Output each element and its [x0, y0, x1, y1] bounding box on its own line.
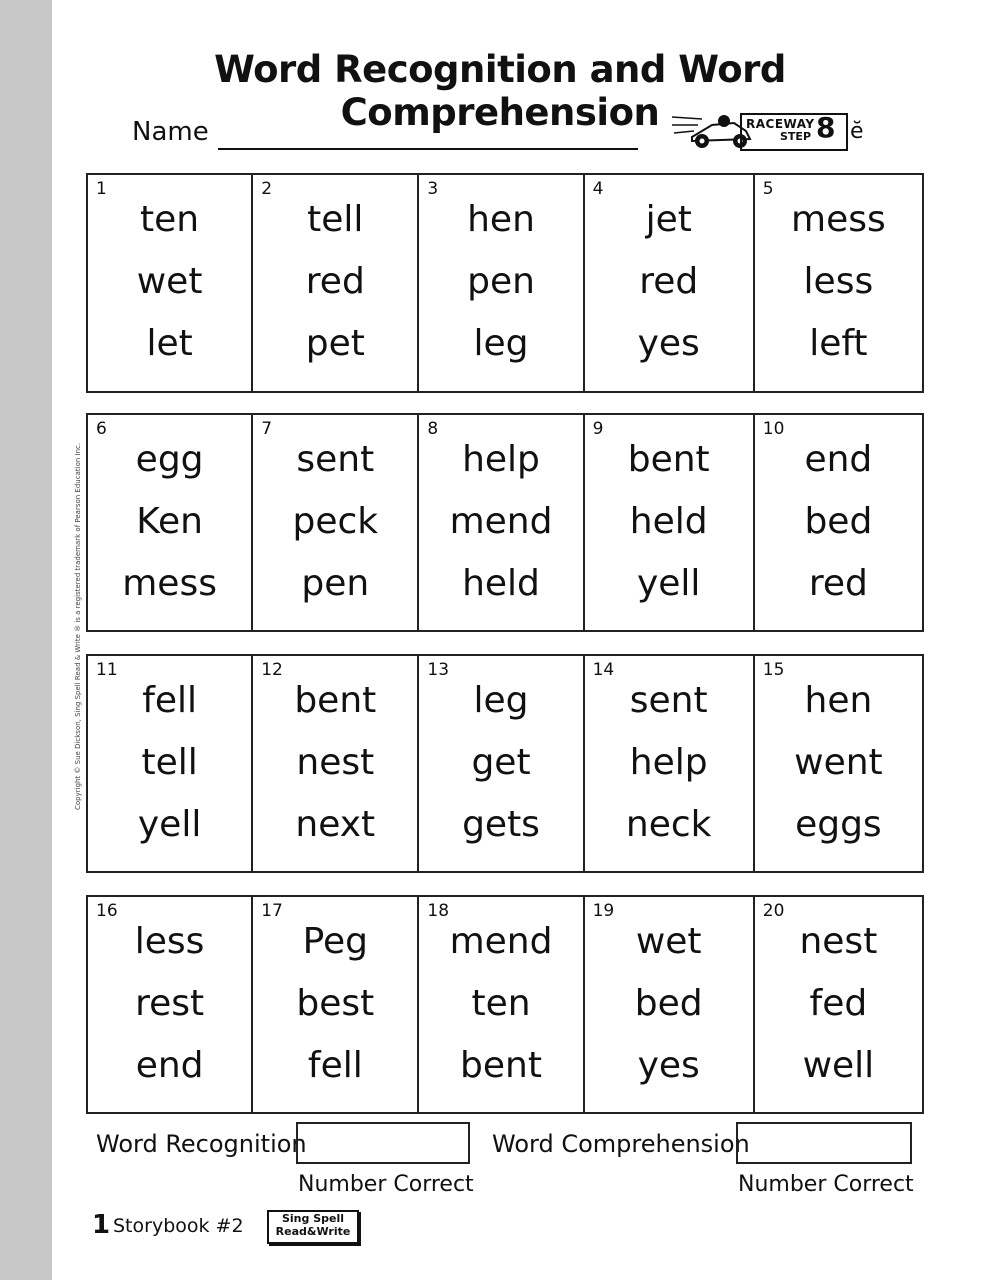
item-number: 11: [96, 660, 118, 680]
item-number: 19: [592, 901, 615, 921]
word-cell: [755, 897, 922, 1112]
item-number: 5: [762, 179, 774, 199]
name-line: [218, 148, 638, 150]
word: held: [462, 563, 540, 604]
comprehension-number-correct: Number Correct: [738, 1172, 914, 1197]
word-group: [86, 413, 924, 632]
word-recognition-label: Word Recognition: [96, 1130, 307, 1158]
word: nest: [296, 742, 375, 783]
word: bent: [460, 1045, 542, 1086]
word-cell: [88, 175, 253, 391]
word-cell: [755, 415, 922, 630]
word: went: [794, 742, 883, 783]
word: gets: [462, 804, 540, 845]
item-number: 1: [96, 179, 107, 199]
word: bed: [634, 983, 703, 1024]
word: next: [295, 804, 376, 845]
word: yes: [637, 1045, 700, 1086]
word: sent: [296, 439, 375, 480]
word: eggs: [795, 804, 882, 845]
word: ten: [140, 199, 200, 240]
word: leg: [473, 680, 529, 721]
word: yes: [637, 323, 700, 364]
word-group: [86, 895, 924, 1114]
word: red: [639, 261, 699, 302]
word: leg: [473, 323, 529, 364]
word-cell: [88, 415, 253, 630]
word-cell: [419, 175, 584, 391]
logo-line-1: Sing Spell: [281, 1212, 345, 1225]
word: fell: [142, 680, 198, 721]
word: peck: [292, 501, 379, 542]
page-title: Word Recognition and Word Comprehension: [214, 48, 786, 134]
item-number: 18: [427, 901, 450, 921]
page-gutter: [0, 0, 52, 1280]
word: best: [296, 983, 375, 1024]
word-cell: [419, 897, 584, 1112]
storybook-label: Storybook #2: [113, 1215, 244, 1237]
word-cell: [585, 656, 755, 871]
word-cell: [755, 656, 922, 871]
item-number: 14: [592, 660, 615, 680]
word: tell: [307, 199, 364, 240]
word: let: [146, 323, 193, 364]
sing-spell-logo: [267, 1210, 359, 1244]
item-number: 3: [427, 179, 439, 199]
word-group: [86, 173, 924, 393]
word: Peg: [302, 921, 369, 962]
word: sent: [629, 680, 708, 721]
word-cell: [585, 415, 755, 630]
item-number: 2: [261, 179, 273, 199]
word: pen: [301, 563, 370, 604]
word-cell: [419, 656, 584, 871]
word: less: [803, 261, 874, 302]
word-comprehension-box[interactable]: [736, 1122, 912, 1164]
word: tell: [141, 742, 198, 783]
copyright-note: Copyright © Sue Dickson, Sing Spell Read & Write ® is a registered trademark of Pearson Education Inc.: [74, 442, 82, 810]
item-number: 4: [592, 179, 604, 199]
word: help: [462, 439, 540, 480]
word-cell: [253, 656, 419, 871]
word-cell: [88, 897, 253, 1112]
word: yell: [636, 563, 701, 604]
word-cell: [585, 175, 755, 391]
logo-line-2: Read&Write: [275, 1225, 351, 1238]
word: wet: [635, 921, 702, 962]
word: hen: [467, 199, 535, 240]
badge-vowel: ĕ: [850, 119, 864, 144]
badge-raceway: RACEWAY: [746, 117, 815, 131]
word: mess: [122, 563, 217, 604]
word: mend: [449, 501, 553, 542]
word: bent: [294, 680, 377, 721]
item-number: 16: [96, 901, 118, 921]
item-number: 20: [762, 901, 785, 921]
word: ten: [471, 983, 531, 1024]
word: left: [809, 323, 868, 364]
word: mend: [449, 921, 553, 962]
word: hen: [804, 680, 873, 721]
word: wet: [136, 261, 203, 302]
word: pet: [305, 323, 365, 364]
word-recognition-box[interactable]: [296, 1122, 470, 1164]
word: end: [804, 439, 873, 480]
word-cell: [88, 656, 253, 871]
word-cell: [419, 415, 584, 630]
word: get: [471, 742, 531, 783]
word: red: [305, 261, 365, 302]
name-label: Name: [132, 117, 209, 147]
word-comprehension-label: Word Comprehension: [492, 1130, 750, 1158]
word: jet: [645, 199, 692, 240]
badge-step-number: 8: [816, 111, 836, 144]
word: help: [629, 742, 708, 783]
word: mess: [791, 199, 886, 240]
word: egg: [135, 439, 204, 480]
word: fell: [307, 1045, 363, 1086]
word: Ken: [136, 501, 203, 542]
item-number: 13: [427, 660, 450, 680]
word: red: [808, 563, 868, 604]
word: neck: [625, 804, 712, 845]
word-cell: [253, 897, 419, 1112]
word-group: [86, 654, 924, 873]
recognition-number-correct: Number Correct: [298, 1172, 474, 1197]
word: less: [134, 921, 205, 962]
item-number: 8: [427, 419, 439, 439]
item-number: 12: [261, 660, 283, 680]
raceway-badge: [668, 105, 868, 153]
item-number: 9: [592, 419, 604, 439]
word: end: [135, 1045, 204, 1086]
word: well: [802, 1045, 875, 1086]
word: bed: [804, 501, 873, 542]
page-number: 1: [92, 1210, 111, 1240]
word: nest: [799, 921, 878, 962]
word-cell: [253, 415, 419, 630]
word: yell: [137, 804, 202, 845]
badge-step: STEP: [780, 130, 812, 143]
word-cell: [253, 175, 419, 391]
word-cell: [585, 897, 755, 1112]
word: pen: [467, 261, 535, 302]
item-number: 15: [762, 660, 785, 680]
word-cell: [755, 175, 922, 391]
word: held: [629, 501, 708, 542]
item-number: 10: [762, 419, 785, 439]
word: bent: [627, 439, 710, 480]
word: rest: [135, 983, 205, 1024]
item-number: 6: [96, 419, 107, 439]
item-number: 7: [261, 419, 273, 439]
word: fed: [809, 983, 868, 1024]
item-number: 17: [261, 901, 283, 921]
